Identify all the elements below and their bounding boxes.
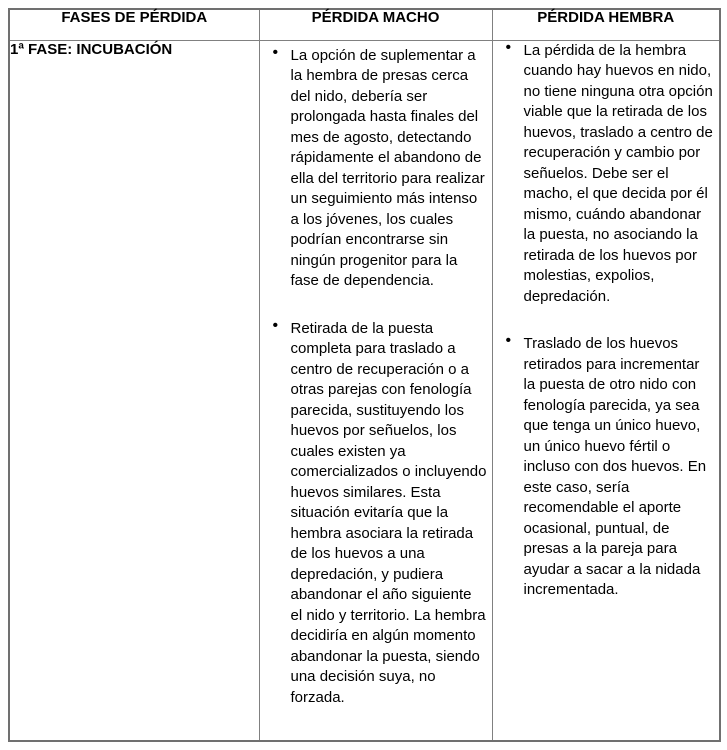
bullet-text: La pérdida de la hembra cuando hay huevos en nido, no tiene ninguna otra opción viable que la retirada de los huevos, traslado a centro de recuperación y cambio por señuelos. Debe ser el macho, el que decida por él mismo, cuándo abandonar la puesta, no asociando la retirada de los huevos por molestias, expolios, depredación. <box>523 41 713 305</box>
bullet-icon: • <box>272 43 279 61</box>
bullet-icon: • <box>505 38 512 56</box>
bullet-item <box>260 43 487 292</box>
phase-name-cell: 1ª FASE: INCUBACIÓN <box>9 40 259 741</box>
bullet-item <box>260 316 487 709</box>
header-fases-de-perdida: FASES DE PÉRDIDA <box>9 9 259 40</box>
bullet-text: Traslado de los huevos retirados para incrementar la puesta de otro nido con fenología parecida, ya sea que tenga un único huevo, un único huevo fértil o incluso con dos huevos. En este caso, sería recomendable el aporte ocasional, puntual, de presas a la pareja para ayudar a sacar a la nidada incrementada. <box>523 335 707 598</box>
bullet-item <box>493 38 715 308</box>
bullet-icon: • <box>505 332 512 349</box>
loss-phases-table <box>8 8 721 742</box>
perdida-macho-bullet-list <box>260 41 492 714</box>
bullet-item <box>493 334 715 601</box>
table-header-row <box>9 9 720 40</box>
perdida-hembra-bullet-list <box>493 38 720 601</box>
perdida-hembra-cell <box>492 40 720 741</box>
perdida-macho-cell <box>259 40 492 741</box>
header-perdida-hembra: PÉRDIDA HEMBRA <box>492 9 720 40</box>
bullet-icon: • <box>272 316 279 334</box>
bullet-text: La opción de suplementar a la hembra de presas cerca del nido, debería ser prolongada hasta finales del mes de agosto, detectando rápidamente el abandono de ella del territorio para realizar un seguimiento más intenso a los jóvenes, los cuales podrían encontrarse sin ningún progenitor para la fase de dependencia. <box>290 46 485 289</box>
bullet-text: Retirada de la puesta completa para traslado a centro de recuperación o a otras parejas con fenología parecida, sustituyendo los huevos por señuelos, los cuales existen ya comercializados o incluyendo huevos similares. Esta situación evitaría que la hembra asociara la retirada de los huevos a una depredación, y pudiera abandonar el año siguiente el nido y territorio. La hembra decidiría en algún momento abandonar la puesta, siendo una decisión suya, no forzada. <box>290 319 487 706</box>
header-perdida-macho: PÉRDIDA MACHO <box>259 9 492 40</box>
table-row <box>9 40 720 741</box>
